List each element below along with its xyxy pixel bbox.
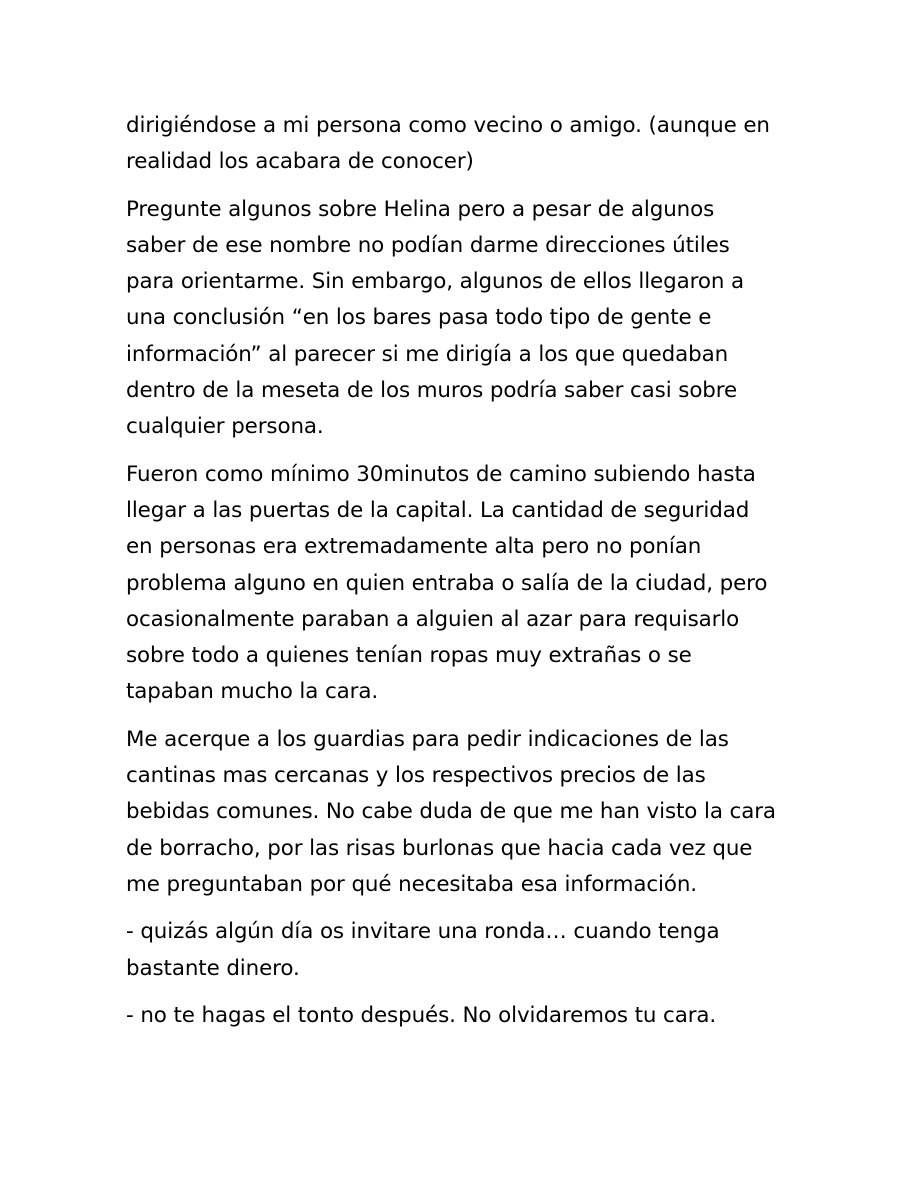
paragraph-4: Me acerque a los guardias para pedir indicaciones de las cantinas mas cercanas y los respectivos precios de las bebidas comunes. No cabe duda de que me han visto la cara de borracho, por las risas burlonas que hacia cada vez que me preguntaban por qué necesitaba esa información. xyxy=(126,726,776,897)
paragraph-1: dirigiéndose a mi persona como vecino o amigo. (aunque en realidad los acabara de conocer) xyxy=(126,113,770,175)
dialogue-line-1: - quizás algún día os invitare una ronda… cuando tenga bastante dinero. xyxy=(126,919,720,981)
dialogue-line-2: - no te hagas el tonto después. No olvidaremos tu cara. xyxy=(126,1002,717,1028)
paragraph-2: Pregunte algunos sobre Helina pero a pesar de algunos saber de ese nombre no podían darme direcciones útiles para orientarme. Sin embargo, algunos de ellos llegaron a una conclusión “en los bares pasa todo tipo de gente e información” al parecer si me dirigía a los que quedaban dentro de la meseta de los muros podría saber casi sobre cualquier persona. xyxy=(126,196,744,440)
paragraph-3: Fueron como mínimo 30minutos de camino subiendo hasta llegar a las puertas de la capital. La cantidad de seguridad en personas era extremadamente alta pero no ponían problema alguno en quien entraba o salía de la ciudad, pero ocasionalmente paraban a alguien al azar para requisarlo sobre todo a quienes tenían ropas muy extrañas o se tapaban mucho la cara. xyxy=(126,461,768,705)
